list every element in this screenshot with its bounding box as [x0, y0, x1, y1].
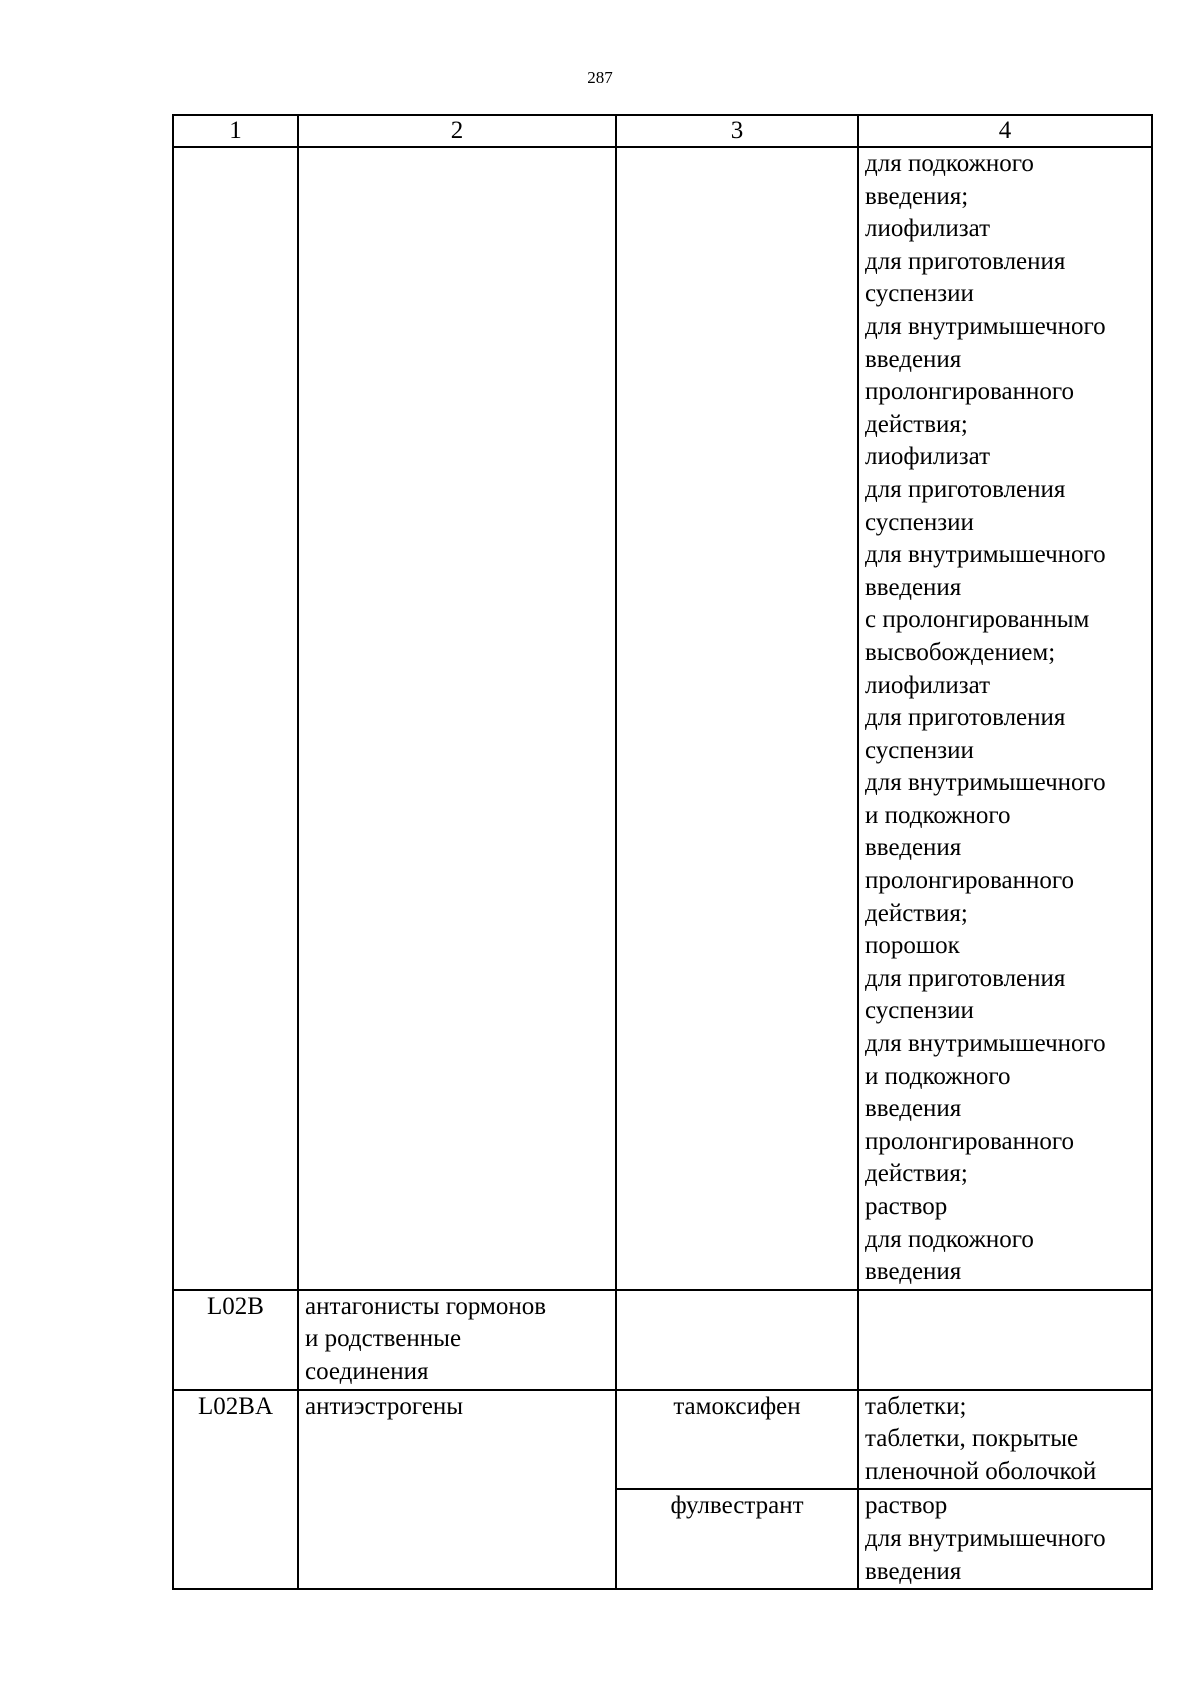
atc-name-cell [298, 1290, 616, 1390]
table-row [173, 1290, 1152, 1390]
cell-line: для внутримышечного [865, 541, 1106, 569]
header-col-3: 3 [616, 115, 858, 147]
cell-line: введения [865, 1557, 962, 1585]
cell-line: введения [865, 1258, 962, 1286]
cell-line: введения [865, 1095, 962, 1123]
cell-line: антиэстрогены [305, 1392, 464, 1420]
atc-code: L02BA [198, 1392, 273, 1420]
cell-line: раствор [865, 1492, 948, 1520]
dosage-forms-cell [858, 1290, 1152, 1390]
cell-line: и подкожного [865, 1062, 1011, 1090]
cell-line: пролонгированного [865, 378, 1074, 406]
cell-line: антагонисты гормонов [305, 1292, 547, 1320]
cell-line: действия; [865, 1160, 968, 1188]
dosage-forms-cell [858, 1489, 1152, 1589]
cell-line: таблетки; [865, 1392, 967, 1420]
drug-name-cell [616, 147, 858, 1290]
atc-code: L02B [207, 1292, 264, 1320]
atc-name-cell [298, 1390, 616, 1590]
table-row [173, 1390, 1152, 1490]
cell-line: пролонгированного [865, 867, 1074, 895]
dosage-forms-cell [858, 1390, 1152, 1490]
cell-line: суспензии [865, 736, 974, 764]
cell-line: пролонгированного [865, 1127, 1074, 1155]
cell-line: порошок [865, 932, 960, 960]
atc-code-cell [173, 1390, 298, 1590]
drug-name-cell [616, 1489, 858, 1589]
cell-line: введения [865, 573, 962, 601]
cell-line: для приготовления [865, 704, 1066, 732]
header-col-2: 2 [298, 115, 616, 147]
drug-name: фулвестрант [670, 1492, 804, 1520]
table-row [173, 147, 1152, 1290]
cell-line: суспензии [865, 997, 974, 1025]
page-number: 287 [587, 68, 613, 87]
header-row [173, 115, 1152, 147]
atc-name-cell [298, 147, 616, 1290]
cell-line: введения [865, 345, 962, 373]
cell-line: действия; [865, 899, 968, 927]
cell-line: для подкожного [865, 150, 1034, 177]
cell-line: введения [865, 834, 962, 862]
cell-line: для подкожного [865, 1225, 1034, 1253]
drug-name-cell [616, 1290, 858, 1390]
cell-line: и родственные [305, 1325, 462, 1353]
cell-line: суспензии [865, 280, 974, 308]
cell-line: лиофилизат [865, 443, 991, 471]
cell-line: для приготовления [865, 247, 1066, 275]
drug-name-cell [616, 1390, 858, 1490]
dosage-forms-cell [858, 147, 1152, 1290]
cell-line: для приготовления [865, 475, 1066, 503]
atc-code-cell [173, 1290, 298, 1390]
cell-line: для приготовления [865, 964, 1066, 992]
header-col-4: 4 [858, 115, 1152, 147]
cell-line: с пролонгированным [865, 606, 1090, 634]
cell-line: для внутримышечного [865, 769, 1106, 797]
cell-line: для внутримышечного [865, 1030, 1106, 1058]
cell-line: пленочной оболочкой [865, 1457, 1097, 1485]
cell-line: введения; [865, 182, 969, 210]
cell-line: для внутримышечного [865, 1524, 1106, 1552]
cell-line: таблетки, покрытые [865, 1425, 1079, 1453]
drug-name: тамоксифен [673, 1392, 801, 1420]
cell-line: и подкожного [865, 801, 1011, 829]
cell-line: суспензии [865, 508, 974, 536]
atc-code-cell [173, 147, 298, 1290]
cell-line: лиофилизат [865, 671, 991, 699]
drug-table [172, 114, 1153, 1590]
cell-line: действия; [865, 410, 968, 438]
cell-line: раствор [865, 1193, 948, 1220]
cell-line: для внутримышечного [865, 312, 1106, 340]
cell-line: лиофилизат [865, 215, 991, 243]
cell-line: соединения [305, 1357, 429, 1385]
cell-line: высвобождением; [865, 638, 1056, 666]
header-col-1: 1 [173, 115, 298, 147]
